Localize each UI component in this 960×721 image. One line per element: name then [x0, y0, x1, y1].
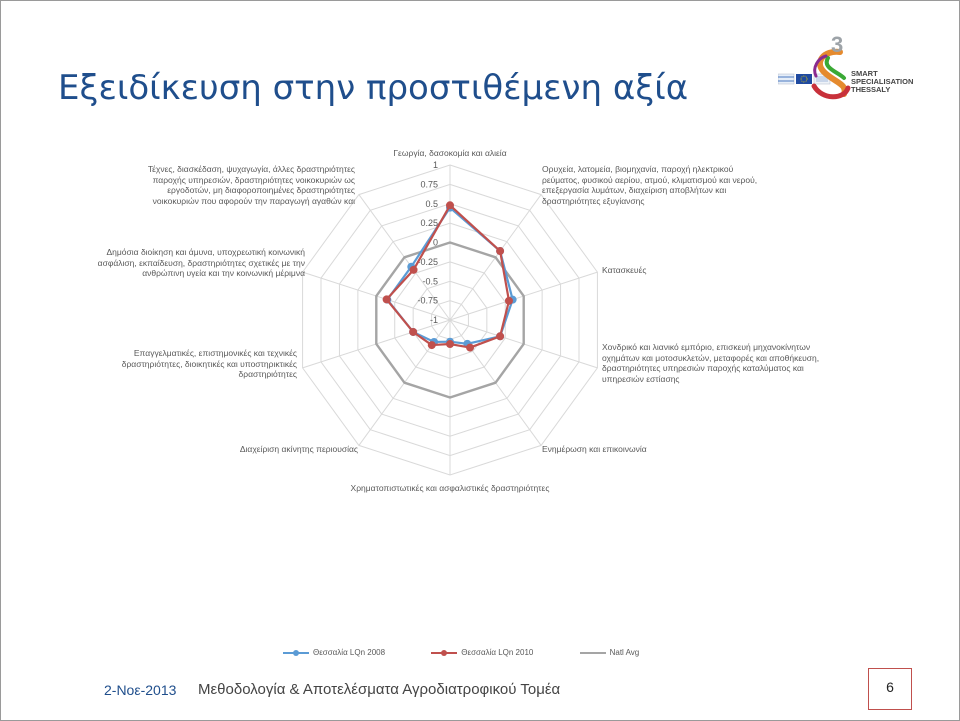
legend-label-2008: Θεσσαλία LQn 2008 [313, 648, 386, 657]
axis-label-construction: Κατασκευές [602, 265, 647, 275]
axis-label-professional: Επαγγελματικές, επιστημονικές και τεχνικές δραστηριότητες, διοικητικές και υποστηρικτικές δραστηριότητες [121, 348, 297, 379]
axis-label-arts: Τέχνες, διασκέδαση, ψυχαγωγία, άλλες δραστηριότητες παροχής υπηρεσιών, δραστηριότητες νοικοκυριών ως εργοδοτών, μη διαφοροποιημένες δραστηριότητες νοικοκυριών που αφορούν την παραγωγή αγαθών και [147, 164, 355, 206]
page-number: 6 [886, 679, 894, 695]
legend-label-natl: Natl Avg [609, 648, 640, 657]
legend-item-2008 [283, 648, 385, 657]
tick-label: -0.25 [417, 256, 438, 267]
radar-svg [90, 140, 830, 670]
page-number-box [868, 668, 912, 710]
legend-marker-2010 [431, 649, 457, 657]
series-point-2010 [383, 295, 391, 303]
slide-title: Εξειδίκευση στην προστιθέμενη αξία [58, 68, 689, 108]
series-point-2010 [446, 201, 454, 209]
logo-line: SMART [851, 69, 878, 78]
series-point-2010 [496, 247, 504, 255]
footer-text: Μεθοδολογία & Αποτελέσματα Αγροδιατροφικού Τομέα [198, 681, 561, 698]
tick-label: -0.5 [422, 276, 438, 287]
chart-legend [283, 648, 683, 659]
series-point-2010 [409, 328, 417, 336]
radar-chart [90, 140, 830, 670]
logo-line: THESSALY [851, 85, 891, 94]
legend-item-2010 [431, 648, 533, 657]
tick-label: 0 [432, 237, 438, 248]
tick-label: 0.75 [420, 179, 438, 190]
axis-label-agriculture: Γεωργία, δασοκομία και αλιεία [393, 148, 507, 158]
legend-marker-2008 [283, 649, 309, 657]
swirl-s-icon [814, 32, 848, 97]
axis-label-trade: Χονδρικό και λιανικό εμπόριο, επισκευή μηχανοκίνητων οχημάτων και μοτοσυκλετών, μεταφορές και αποθήκευση, δραστηριότητες υπηρεσιών παροχής καταλύματος και υπηρεσιών εστίασης [602, 342, 820, 384]
axis-label-industry: Ορυχεία, λατομεία, βιομηχανία, παροχή ηλεκτρικού ρεύματος, φυσικού αερίου, ατμού, κλιματισμού και νερού, επεξεργασία λυμάτων, διαχείριση αποβλήτων και δραστηριότητες εξυγίανσης [542, 164, 758, 206]
logo-number: 3 [831, 32, 844, 57]
series-point-2010 [428, 341, 436, 349]
legend-label-2010: Θεσσαλία LQn 2010 [461, 648, 534, 657]
tick-label: -1 [429, 315, 438, 325]
legend-marker-natl [580, 649, 606, 657]
tick-label: 1 [432, 160, 438, 170]
series-point-2010 [410, 266, 418, 274]
axis-label-ict: Ενημέρωση και επικοινωνία [542, 444, 647, 454]
series-point-2010 [466, 344, 474, 352]
footer-date: 2-Νοε-2013 [104, 682, 177, 698]
axis-label-finance: Χρηματοπιστωτικές και ασφαλιστικές δραστηριότητες [350, 483, 550, 493]
tick-label: 0.5 [425, 198, 438, 209]
tick-label: -0.75 [417, 295, 438, 306]
flag-icons [778, 74, 830, 84]
logo-text [851, 70, 913, 94]
tick-label: 0.25 [420, 218, 438, 229]
series-point-2010 [496, 332, 504, 340]
legend-item-natl [580, 648, 640, 657]
logo-line: SPECIALISATION [851, 77, 914, 86]
axis-label-public: Δημόσια διοίκηση και άμυνα, υποχρεωτική κοινωνική ασφάλιση, εκπαίδευση, δραστηριότητες σχετικές με την ανθρώπινη υγεία και την κοινωνική μέριμνα [97, 247, 305, 278]
series-point-2010 [505, 297, 513, 305]
series-point-2010 [446, 340, 454, 348]
axis-label-real-estate: Διαχείριση ακίνητης περιουσίας [239, 444, 358, 454]
